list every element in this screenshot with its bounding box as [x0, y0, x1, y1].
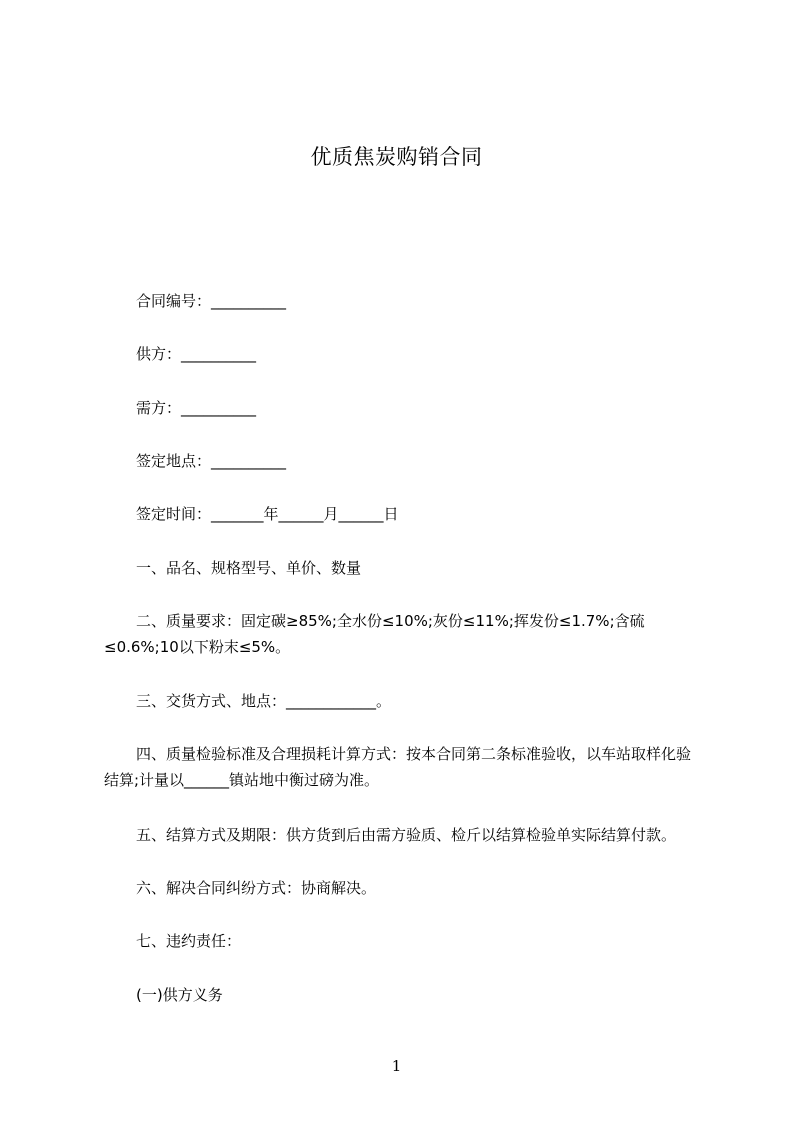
signing-place-field: 签定地点：__________	[136, 452, 287, 470]
section-quality-requirements: 二、质量要求：固定碳≥85%;全水份≤10%;灰份≤11%;挥发份≤1.7%;含硫≤0.6%;10以下粉末≤5%。	[104, 612, 645, 656]
signing-date-field: 签定时间：_______年______月______日	[136, 505, 399, 523]
section-product-specs: 一、品名、规格型号、单价、数量	[136, 559, 362, 577]
section-settlement: 五、结算方式及期限：供方货到后由需方验质、检斤以结算检验单实际结算付款。	[136, 826, 677, 844]
supplier-field: 供方：__________	[136, 345, 257, 363]
document-title: 优质焦炭购销合同	[310, 145, 483, 169]
contract-number-field: 合同编号：__________	[136, 292, 287, 310]
section-delivery: 三、交货方式、地点：____________。	[136, 692, 392, 710]
page-number: 1	[391, 1057, 402, 1075]
section-dispute-resolution: 六、解决合同纠纷方式：协商解决。	[136, 879, 377, 897]
section-inspection-standard: 四、质量检验标准及合理损耗计算方式：按本合同第二条标准验收，以车站取样化验结算;计量以______镇站地中衡过磅为准。	[104, 745, 692, 789]
section-liability: 七、违约责任：	[136, 932, 242, 950]
buyer-field: 需方：__________	[136, 399, 257, 417]
subsection-supplier-obligations: (一)供方义务	[136, 986, 223, 1004]
